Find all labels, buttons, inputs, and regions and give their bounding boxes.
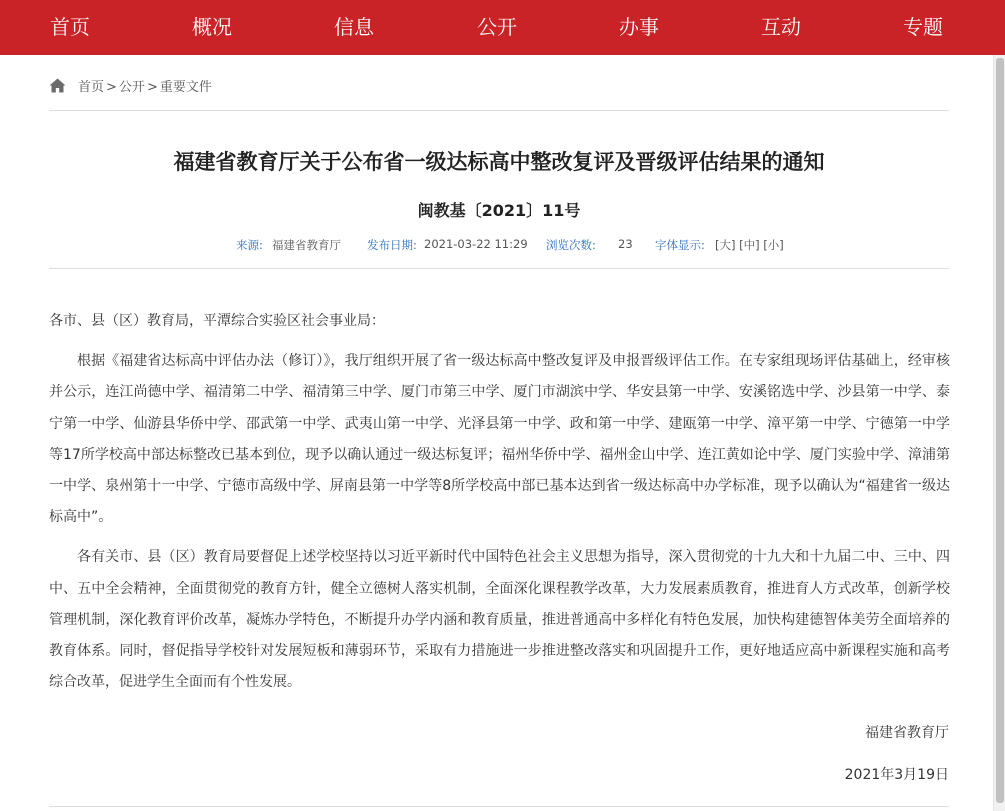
font-size-label: 字体显示: <box>655 238 705 252</box>
font-size-medium-button[interactable]: [中] <box>739 238 760 252</box>
article-body <box>49 306 950 707</box>
article-title: 福建省教育厅关于公布省一级达标高中整改复评及晋级评估结果的通知 <box>173 150 825 174</box>
breadcrumb-link-public[interactable]: 公开 <box>118 80 145 95</box>
body-paragraph: 各有关市、县（区）教育局要督促上述学校坚持以习近平新时代中国特色社会主义思想为指导，深入贯彻党的十九大和十九届二中、三中、四中、五中全会精神，全面贯彻党的教育方针，健全立德树人落实机制，全面深化课程教学改革，大力发展素质教育，推进育人方式改革，创新学校管理机制，深化教育评价改革，凝炼办学特色，不断提升办学内涵和教育质量，推进普通高中多样化有特色发展，加快构建德智体美劳全面培养的教育体系。同时，督促指导学校针对发展短板和薄弱环节，采取有力措施进一步推进整改落实和巩固提升工作，更好地适应高中新课程实施和高考综合改革，促进学生全面而有个性发展。 <box>49 549 950 691</box>
font-size-small-button[interactable]: [小] <box>763 238 784 252</box>
breadcrumb <box>49 78 212 98</box>
nav-item-public[interactable]: 公开 <box>477 15 517 39</box>
publish-date-label: 发布日期: <box>367 238 417 252</box>
breadcrumb-link-home[interactable]: 首页 <box>78 80 105 95</box>
home-icon <box>49 78 66 93</box>
document-number: 闽教基〔2021〕11号 <box>417 201 581 220</box>
breadcrumb-separator: > <box>106 80 117 95</box>
breadcrumb-link-important-documents[interactable]: 重要文件 <box>159 80 212 95</box>
salutation: 各市、县（区）教育局，平潭综合实验区社会事业局： <box>49 313 385 329</box>
issuer-signature: 福建省教育厅 <box>865 725 949 741</box>
publish-date-value: 2021-03-22 11:29 <box>424 237 528 251</box>
nav-item-services[interactable]: 办事 <box>619 15 659 39</box>
view-count-value: 23 <box>618 237 633 251</box>
breadcrumb-divider <box>49 110 949 111</box>
body-paragraph: 根据《福建省达标高中评估办法（修订）》，我厅组织开展了省一级达标高中整改复评及申报晋级评估工作。在专家组现场评估基础上，经审核并公示，连江尚德中学、福清第二中学、福清第三中学、厦门市第三中学、厦门市湖滨中学、华安县第一中学、安溪铭选中学、沙县第一中学、泰宁第一中学、仙游县华侨中学、邵武第一中学、武夷山第一中学、光泽县第一中学、政和第一中学、建瓯第一中学、漳平第一中学、宁德第一中学等17所学校高中部达标整改已基本到位，现予以确认通过一级达标复评；福州华侨中学、福州金山中学、连江黄如论中学、厦门实验中学、漳浦第一中学、泉州第十一中学、宁德市高级中学、屏南县第一中学等8所学校高中部已基本达到省一级达标高中办学标准，现予以确认为“福建省一级达标高中”。 <box>49 353 950 526</box>
vertical-scrollbar[interactable] <box>993 55 1005 811</box>
nav-item-topics[interactable]: 专题 <box>903 15 943 39</box>
source-value: 福建省教育厅 <box>272 238 341 252</box>
breadcrumb-separator: > <box>146 80 158 95</box>
font-size-options <box>715 237 784 253</box>
font-size-large-button[interactable]: [大] <box>715 238 736 252</box>
meta-divider <box>49 268 949 269</box>
top-navigation <box>0 0 1005 55</box>
footer-divider <box>49 806 949 807</box>
source-label: 来源: <box>236 238 263 252</box>
nav-item-information[interactable]: 信息 <box>334 15 374 39</box>
view-count-label: 浏览次数: <box>546 238 596 252</box>
nav-item-overview[interactable]: 概况 <box>192 15 232 39</box>
signing-date: 2021年3月19日 <box>844 767 949 783</box>
nav-item-home[interactable]: 首页 <box>50 15 90 39</box>
nav-item-interaction[interactable]: 互动 <box>761 15 801 39</box>
scrollbar-thumb[interactable] <box>996 58 1004 803</box>
